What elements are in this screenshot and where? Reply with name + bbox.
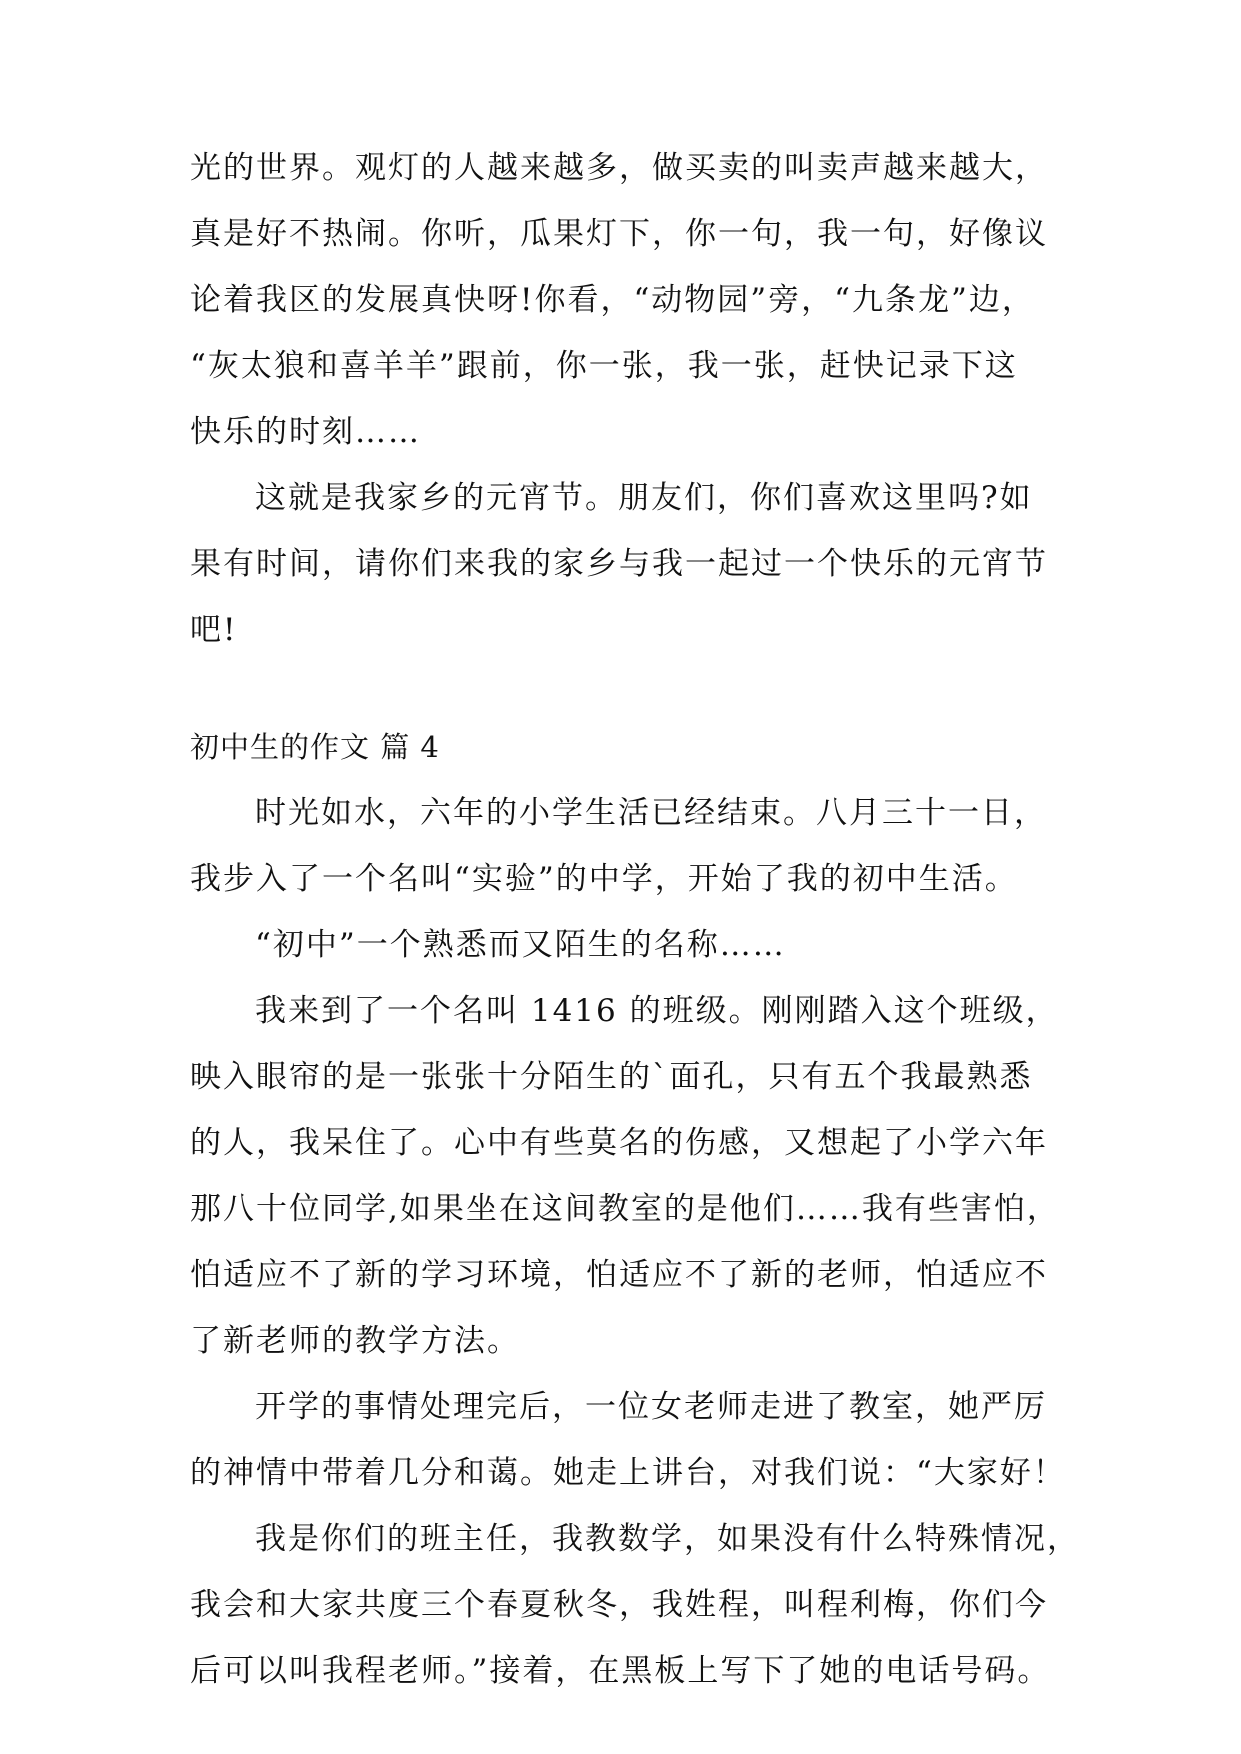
text-line: “初中”一个熟悉而又陌生的名称…… <box>255 927 786 963</box>
text-line: 快乐的时刻…… <box>190 414 421 450</box>
text-line: 我步入了一个名叫“实验”的中学，开始了我的初中生活。 <box>190 861 1018 897</box>
text-line: 我是你们的班主任，我教数学，如果没有什么特殊情况， <box>255 1521 1080 1557</box>
text-line: 我会和大家共度三个春夏秋冬，我姓程，叫程利梅，你们今 <box>190 1587 1048 1623</box>
text-line: 后可以叫我程老师。”接着，在黑板上写下了她的电话号码。 <box>190 1653 1051 1689</box>
text-line: 吧! <box>190 612 238 648</box>
text-line: 果有时间，请你们来我的家乡与我一起过一个快乐的元宵节 <box>190 546 1048 582</box>
text-line: 怕适应不了新的学习环境，怕适应不了新的老师，怕适应不 <box>190 1257 1048 1293</box>
text-line: 那八十位同学,如果坐在这间教室的是他们……我有些害怕， <box>190 1191 1060 1227</box>
text-line: 映入眼帘的是一张张十分陌生的`面孔，只有五个我最熟悉 <box>190 1059 1033 1095</box>
text-line: 我来到了一个名叫 1416 的班级。刚刚踏入这个班级， <box>255 993 1059 1029</box>
text-line: 论着我区的发展真快呀!你看，“动物园”旁，“九条龙”边， <box>190 282 1035 318</box>
text-line: 了新老师的教学方法。 <box>190 1323 520 1359</box>
text-line: 的神情中带着几分和蔼。她走上讲台，对我们说：“大家好！ <box>190 1455 1066 1491</box>
text-line: “灰太狼和喜羊羊”跟前，你一张，我一张，赶快记录下这 <box>190 348 1018 384</box>
text-line: 这就是我家乡的元宵节。朋友们，你们喜欢这里吗?如 <box>255 480 1033 516</box>
text-line: 时光如水，六年的小学生活已经结束。八月三十一日， <box>255 795 1047 831</box>
text-line: 开学的事情处理完后，一位女老师走进了教室，她严厉 <box>255 1389 1047 1425</box>
text-line: 的人，我呆住了。心中有些莫名的伤感，又想起了小学六年 <box>190 1125 1048 1161</box>
text-line: 真是好不热闹。你听，瓜果灯下，你一句，我一句，好像议 <box>190 216 1048 252</box>
section-heading: 初中生的作文 篇 4 <box>190 730 440 764</box>
text-line: 光的世界。观灯的人越来越多，做买卖的叫卖声越来越大， <box>190 150 1048 186</box>
